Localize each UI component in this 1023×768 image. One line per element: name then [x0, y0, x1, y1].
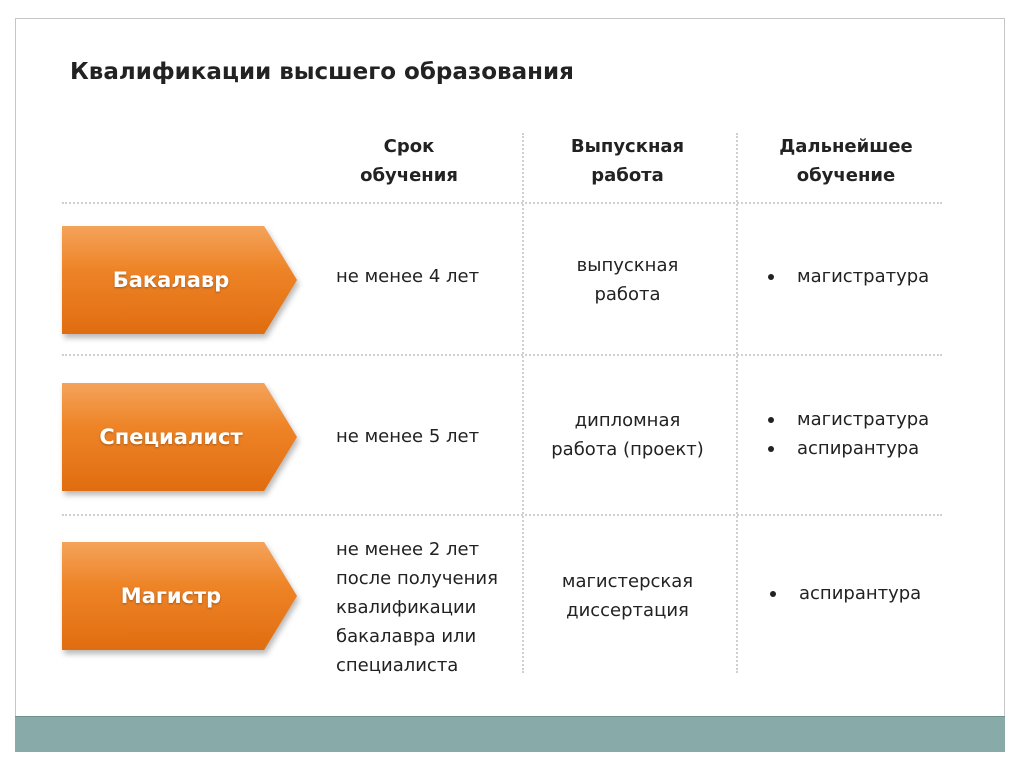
- arrow-label: Бакалавр: [112, 268, 230, 292]
- duration-specialist: [336, 422, 479, 451]
- header-final-work-line-2: работа: [591, 165, 664, 186]
- final-work-master: [530, 567, 725, 625]
- duration-master-line-4: бакалавра или: [336, 626, 477, 647]
- header-duration-line-2: обучения: [360, 165, 458, 186]
- final-work-bachelor-line-1: выпускная: [576, 255, 679, 276]
- header-final-work: [530, 132, 725, 190]
- final-work-master-line-2: диссертация: [566, 600, 689, 621]
- duration-master: [336, 535, 498, 680]
- arrow-specialist: [62, 383, 297, 491]
- header-final-work-line-1: Выпускная: [570, 136, 685, 157]
- column-divider: [522, 133, 524, 673]
- row-divider: [62, 514, 942, 516]
- duration-master-line-3: квалификации: [336, 597, 477, 618]
- header-duration-line-1: Срок: [383, 136, 435, 157]
- duration-master-line-5: специалиста: [336, 655, 459, 676]
- header-further-line-1: Дальнейшее: [779, 136, 913, 157]
- duration-bachelor: [336, 262, 479, 291]
- further-specialist-item-2: аспирантура: [765, 434, 929, 463]
- arrow-master: [62, 542, 297, 650]
- final-work-specialist-line-1: дипломная: [574, 410, 681, 431]
- row-divider: [62, 354, 942, 356]
- duration-master-line-1: не менее 2 лет: [336, 539, 480, 560]
- duration-bachelor-line-1: не менее 4 лет: [336, 266, 480, 287]
- further-bachelor-item-1: магистратура: [765, 262, 929, 291]
- arrow-label: Специалист: [99, 425, 243, 449]
- header-further: [742, 132, 950, 190]
- final-work-bachelor-line-2: работа: [594, 284, 661, 305]
- further-master-item-1: аспирантура: [767, 579, 921, 608]
- row-divider: [62, 202, 942, 204]
- final-work-specialist-line-2: работа (проект): [551, 439, 704, 460]
- slide-title: Квалификации высшего образования: [70, 59, 574, 85]
- footer-bar: [15, 716, 1005, 752]
- final-work-bachelor: [530, 251, 725, 309]
- duration-master-line-2: после получения: [336, 568, 498, 589]
- further-specialist-list: [765, 405, 929, 463]
- final-work-specialist: [530, 406, 725, 464]
- arrow-label: Магистр: [120, 584, 222, 608]
- further-bachelor-list: [765, 262, 929, 291]
- further-specialist-item-1: магистратура: [765, 405, 929, 434]
- further-master-list: [767, 579, 921, 608]
- final-work-master-line-1: магистерская: [561, 571, 694, 592]
- arrow-bachelor: [62, 226, 297, 334]
- column-divider: [736, 133, 738, 673]
- duration-specialist-line-1: не менее 5 лет: [336, 426, 480, 447]
- header-further-line-2: обучение: [796, 165, 896, 186]
- header-duration: [330, 132, 488, 190]
